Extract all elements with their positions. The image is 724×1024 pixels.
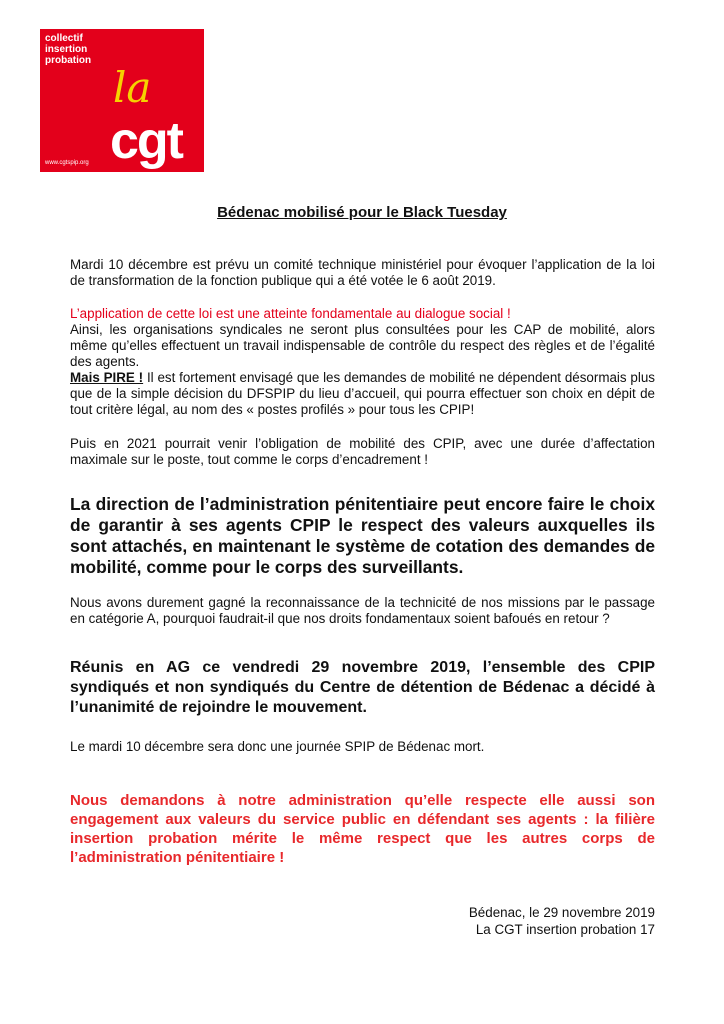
mais-pire-text	[70, 370, 655, 418]
logo-la: la	[113, 63, 152, 112]
paragraph-demand-bold: La direction de l’administration pénitentiaire peut encore faire le choix de garantir à ses agents CPIP le respect des valeurs auxquelles ils sont attachés, en maintenant le système de cotation des demandes de mobilité, comme pour le corps des surveillants.	[70, 494, 655, 577]
document-title: Bédenac mobilisé pour le Black Tuesday	[217, 204, 507, 221]
mais-pire-label: Mais PIRE !	[70, 370, 144, 385]
logo-url: www.cgtspip.org	[45, 160, 89, 166]
signature-block	[400, 904, 655, 938]
logo-line1: collectif	[45, 33, 83, 44]
logo-cgt: cgt	[110, 112, 182, 170]
signature-org: La CGT insertion probation 17	[475, 922, 655, 937]
paragraph-recognition: Nous avons durement gagné la reconnaissance de la technicité de nos missions par le passage en catégorie A, pourquoi faudrait-il que nos droits fondamentaux soient bafoués en retour ?	[70, 595, 655, 626]
paragraph-ag: Réunis en AG ce vendredi 29 novembre 2019, l’ensemble des CPIP syndiqués et non syndiqués du Centre de détention de Bédenac a décidé à l’unanimité de rejoindre le mouvement.	[70, 659, 655, 716]
red-statement: L’application de cette loi est une atteinte fondamentale au dialogue social !	[70, 306, 511, 321]
logo-line3: probation	[45, 55, 92, 66]
signature-place-date: Bédenac, le 29 novembre 2019	[468, 905, 655, 920]
logo-caption	[45, 33, 91, 66]
cgt-logo	[40, 29, 204, 172]
paragraph-2021: Puis en 2021 pourrait venir l’obligation de mobilité des CPIP, avec une durée d’affectation maximale sur le poste, tout comme le corps d’encadrement !	[70, 436, 655, 467]
paragraph-consequences	[70, 306, 655, 418]
paragraph-strike: Le mardi 10 décembre sera donc une journée SPIP de Bédenac mort.	[70, 739, 485, 754]
paragraph-red-demand: Nous demandons à notre administration qu’elle respecte elle aussi son engagement aux valeurs du service public en défendant ses agents : la filière insertion probation mérite le même respect que les autres corps de l’administration pénitentiaire !	[70, 792, 655, 866]
logo-line2: insertion	[45, 44, 88, 55]
cap-text: Ainsi, les organisations syndicales ne seront plus consultées pour les CAP de mobilité, alors même qu’elles effectuent un travail indispensable de contrôle du respect des règles et de l’égalité des agents.	[70, 322, 655, 369]
paragraph-intro: Mardi 10 décembre est prévu un comité technique ministériel pour évoquer l’application de la loi de transformation de la fonction publique qui a été votée le 6 août 2019.	[70, 257, 655, 288]
mais-pire-rest: Il est fortement envisagé que les demandes de mobilité ne dépendent désormais plus que de la simple décision du DFSPIP du lieu d’accueil, qui pourra effectuer son choix en dépit de tout critère légal, au nom des « postes profilés » pour tous les CPIP!	[70, 370, 655, 417]
